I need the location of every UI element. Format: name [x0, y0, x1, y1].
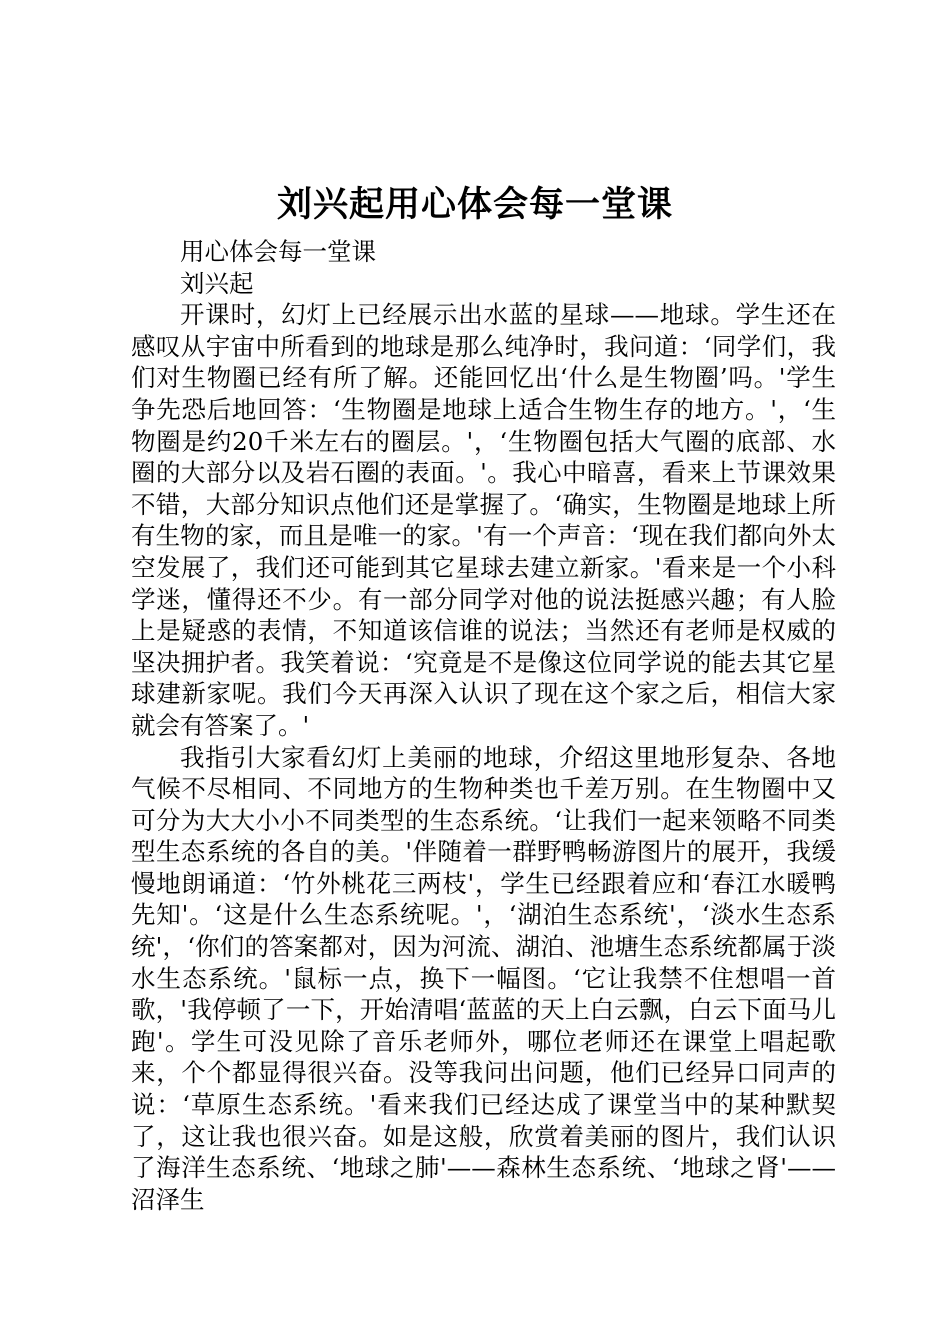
body-paragraph: 开课时，幻灯上已经展示出水蓝的星球——地球。学生还在感叹从宇宙中所看到的地球是那么纯净时，我问道：‘同学们，我们对生物圈已经有所了解。还能回忆出‘什么是生物圈’吗。'学生争先恐后地回答：‘生物圈是地球上适合生物生存的地方。'，‘生物圈是约20千米左右的圈层。'，‘生物圈包括大气圈的底部、水圈的大部分以及岩石圈的表面。'。我心中暗喜，看来上节课效果不错，大部分知识点他们还是掌握了。‘确实，生物圈是地球上所有生物的家，而且是唯一的家。'有一个声音：‘现在我们都向外太空发展了，我们还可能到其它星球去建立新家。'看来是一个小科学迷，懂得还不少。有一部分同学对他的说法挺感兴趣；有人脸上是疑惑的表情，不知道该信谁的说法；当然还有老师是权威的坚决拥护者。我笑着说：‘究竟是不是像这位同学说的能去其它星球建新家呢。我们今天再深入认识了现在这个家之后，相信大家就会有答案了。' — [131, 300, 836, 740]
document-body — [131, 236, 836, 1215]
body-paragraph: 我指引大家看幻灯上美丽的地球，介绍这里地形复杂、各地气候不尽相同、不同地方的生物种类也千差万别。在生物圈中又可分为大大小小不同类型的生态系统。‘让我们一起来领略不同类型生态系统的各自的美。'伴随着一群野鸭畅游图片的展开，我缓慢地朗诵道：‘竹外桃花三两枝'，学生已经跟着应和‘春江水暖鸭先知'。‘这是什么生态系统呢。'，‘湖泊生态系统'，‘淡水生态系统'，‘你们的答案都对，因为河流、湖泊、池塘生态系统都属于淡水生态系统。'鼠标一点，换下一幅图。‘它让我禁不住想唱一首歌，'我停顿了一下，开始清唱‘蓝蓝的天上白云飘，白云下面马儿跑'。学生可没见除了音乐老师外，哪位老师还在课堂上唱起歌来，个个都显得很兴奋。没等我问出问题，他们已经异口同声的说：‘草原生态系统。'看来我们已经达成了课堂当中的某种默契了，这让我也很兴奋。如是这般，欣赏着美丽的图片，我们认识了海洋生态系统、‘地球之肺'——森林生态系统、‘地球之肾'——沼泽生 — [131, 742, 836, 1214]
author-paragraph: 刘兴起 — [180, 268, 254, 298]
document-title: 刘兴起用心体会每一堂课 — [276, 184, 673, 225]
subtitle-paragraph: 用心体会每一堂课 — [180, 237, 376, 266]
